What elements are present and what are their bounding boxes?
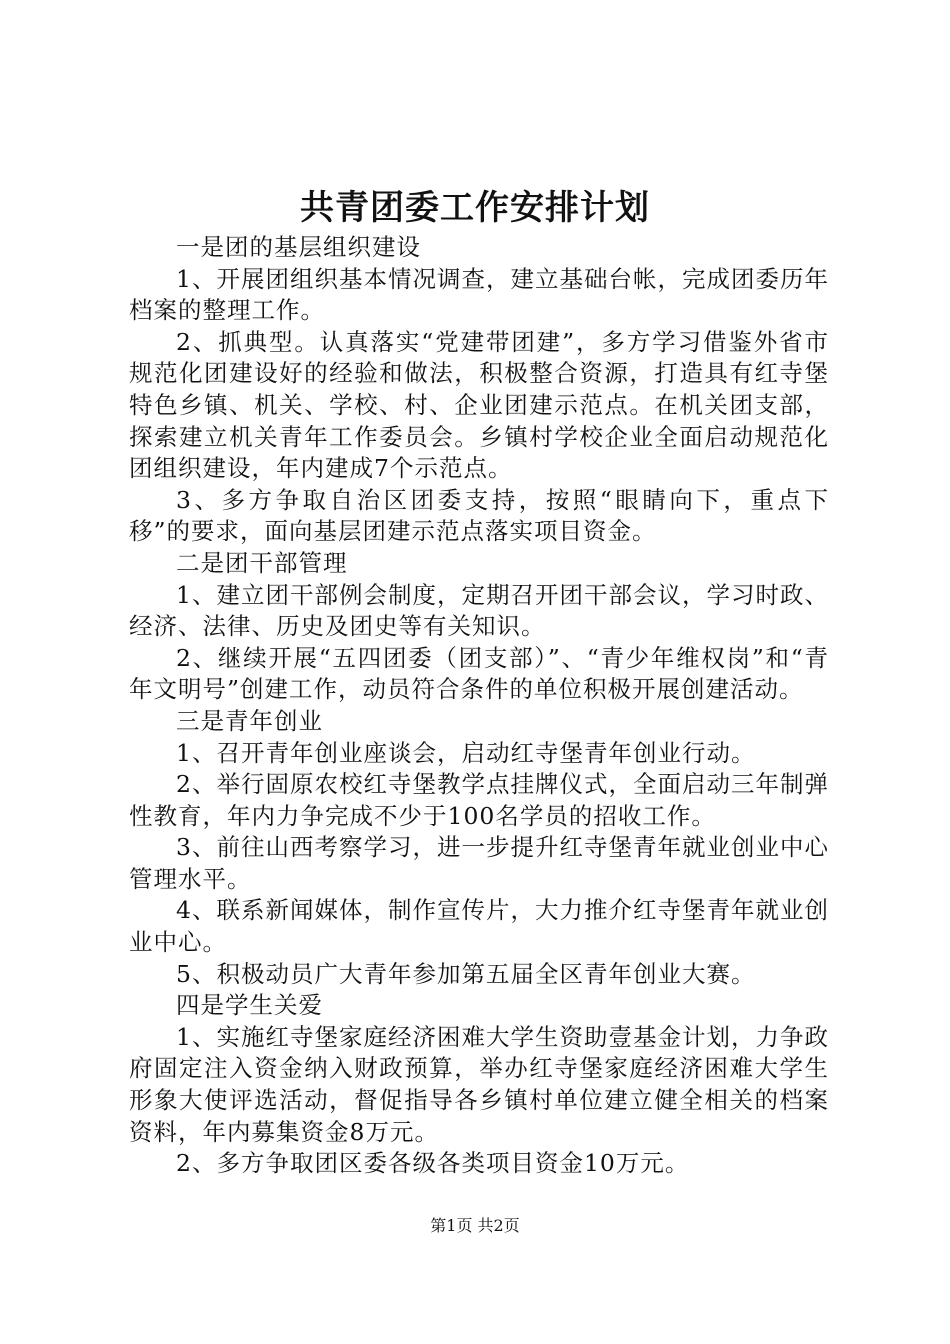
- paragraph: 2、举行固原农校红寺堡教学点挂牌仪式，全面启动三年制弹性教育，年内力争完成不少于100名学员的招收工作。: [129, 770, 829, 830]
- section-heading: 二是团干部管理: [176, 548, 348, 577]
- paragraph: 1、实施红寺堡家庭经济困难大学生资助壹基金计划，力争政府固定注入资金纳入财政预算，举办红寺堡家庭经济困难大学生形象大使评选活动，督促指导各乡镇村单位建立健全相关的档案资料，年内募集资金8万元。: [129, 1022, 829, 1146]
- document-body: [129, 232, 829, 1180]
- section-heading: 四是学生关爱: [176, 991, 323, 1020]
- paragraph: 4、联系新闻媒体，制作宣传片，大力推介红寺堡青年就业创业中心。: [129, 896, 829, 957]
- paragraph: 1、建立团干部例会制度，定期召开团干部会议，学习时政、经济、法律、历史及团史等有关知识。: [129, 580, 829, 641]
- paragraph: 2、多方争取团区委各级各类项目资金10万元。: [176, 1149, 690, 1178]
- paragraph: 3、前往山西考察学习，进一步提升红寺堡青年就业创业中心管理水平。: [129, 833, 829, 893]
- paragraph: 3、多方争取自治区团委支持，按照“眼睛向下，重点下移”的要求，面向基层团建示范点落实项目资金。: [129, 485, 829, 546]
- section-heading: 一是团的基层组织建设: [176, 233, 421, 261]
- page-footer: [0, 1215, 950, 1237]
- paragraph: 1、开展团组织基本情况调查，建立基础台帐，完成团委历年档案的整理工作。: [129, 264, 829, 325]
- paragraph: 2、抓典型。认真落实“党建带团建”，多方学习借鉴外省市规范化团建设好的经验和做法，积极整合资源，打造具有红寺堡特色乡镇、机关、学校、村、企业团建示范点。在机关团支部，探索建立机关青年工作委员会。乡镇村学校企业全面启动规范化团组织建设，年内建成7个示范点。: [129, 327, 829, 483]
- paragraph: 1、召开青年创业座谈会，启动红寺堡青年创业行动。: [176, 738, 756, 767]
- paragraph: 5、积极动员广大青年参加第五届全区青年创业大赛。: [176, 959, 756, 988]
- page-indicator: 第1页 共2页: [430, 1216, 520, 1235]
- document-title: 共青团委工作安排计划: [300, 188, 650, 228]
- paragraph: 2、继续开展“五四团委（团支部）”、“青少年维权岗”和“青年文明号”创建工作，动员符合条件的单位积极开展创建活动。: [129, 643, 829, 704]
- section-heading: 三是青年创业: [176, 706, 323, 735]
